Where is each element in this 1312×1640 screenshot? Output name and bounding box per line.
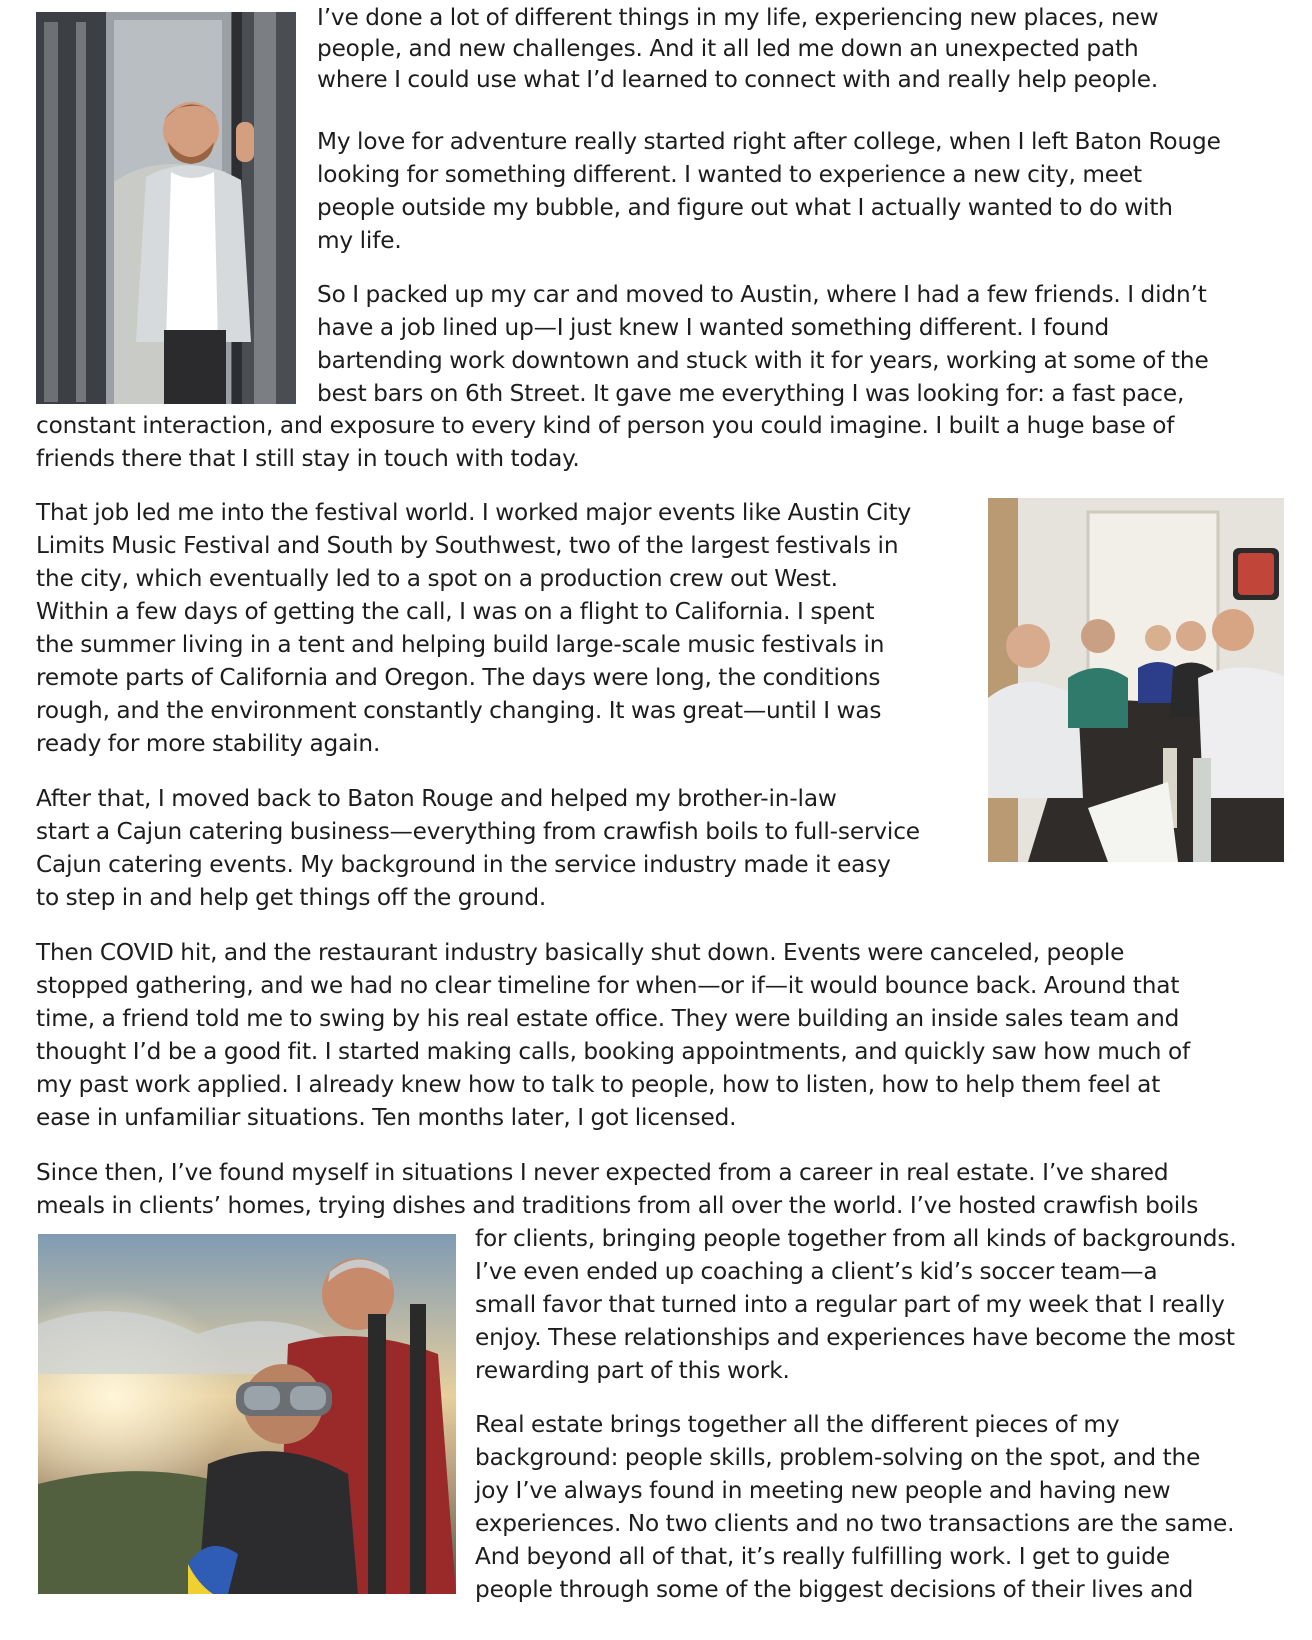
text-line: rewarding part of this work. bbox=[475, 1357, 790, 1384]
text-line: for clients, bringing people together from all kinds of backgrounds. bbox=[475, 1225, 1237, 1252]
group-dinner-photo-icon bbox=[988, 498, 1284, 862]
text-line: people, and new challenges. And it all led me down an unexpected path bbox=[317, 35, 1139, 62]
text-line: I’ve even ended up coaching a client’s kid’s soccer team—a bbox=[475, 1258, 1158, 1285]
text-line: have a job lined up—I just knew I wanted something different. I found bbox=[317, 314, 1110, 341]
text-line: looking for something different. I wanted to experience a new city, meet bbox=[317, 161, 1142, 188]
text-line: friends there that I still stay in touch with today. bbox=[36, 445, 580, 472]
text-line: ready for more stability again. bbox=[36, 730, 381, 757]
text-line: joy I’ve always found in meeting new people and having new bbox=[475, 1477, 1171, 1504]
text-line: rough, and the environment constantly changing. It was great—until I was bbox=[36, 697, 882, 724]
text-line: meals in clients’ homes, trying dishes and traditions from all over the world. I’ve hosted crawfish boils bbox=[36, 1192, 1199, 1219]
text-line: the summer living in a tent and helping build large-scale music festivals in bbox=[36, 631, 885, 658]
text-line: my past work applied. I already knew how to talk to people, how to listen, how to help them feel at bbox=[36, 1071, 1161, 1098]
text-line: Real estate brings together all the different pieces of my bbox=[475, 1411, 1120, 1438]
text-line: That job led me into the festival world. I worked major events like Austin City bbox=[36, 499, 912, 526]
text-line: stopped gathering, and we had no clear timeline for when—or if—it would bounce back. Around that bbox=[36, 972, 1180, 999]
text-line: ease in unfamiliar situations. Ten months later, I got licensed. bbox=[36, 1104, 737, 1131]
text-line: experiences. No two clients and no two transactions are the same. bbox=[475, 1510, 1235, 1537]
text-line: So I packed up my car and moved to Austin, where I had a few friends. I didn’t bbox=[317, 281, 1207, 308]
portrait-photo bbox=[36, 12, 296, 404]
text-line: My love for adventure really started right after college, when I left Baton Rouge bbox=[317, 128, 1221, 155]
text-line: small favor that turned into a regular part of my week that I really bbox=[475, 1291, 1225, 1318]
text-line: enjoy. These relationships and experiences have become the most bbox=[475, 1324, 1235, 1351]
text-line: And beyond all of that, it’s really fulfilling work. I get to guide bbox=[475, 1543, 1170, 1570]
text-line: time, a friend told me to swing by his real estate office. They were building an inside sales team and bbox=[36, 1005, 1180, 1032]
text-line: constant interaction, and exposure to every kind of person you could imagine. I built a huge base of bbox=[36, 412, 1175, 439]
text-line: where I could use what I’d learned to connect with and really help people. bbox=[317, 66, 1159, 93]
text-line: After that, I moved back to Baton Rouge and helped my brother-in-law bbox=[36, 785, 837, 812]
text-line: best bars on 6th Street. It gave me everything I was looking for: a fast pace, bbox=[317, 380, 1185, 407]
text-line: people outside my bubble, and figure out what I actually wanted to do with bbox=[317, 194, 1173, 221]
text-line: Since then, I’ve found myself in situations I never expected from a career in real estate. I’ve shared bbox=[36, 1159, 1169, 1186]
text-line: Then COVID hit, and the restaurant industry basically shut down. Events were canceled, people bbox=[36, 939, 1125, 966]
text-line: remote parts of California and Oregon. The days were long, the conditions bbox=[36, 664, 881, 691]
portrait-photo-icon bbox=[36, 12, 296, 404]
text-line: Cajun catering events. My background in the service industry made it easy bbox=[36, 851, 891, 878]
text-line: start a Cajun catering business—everything from crawfish boils to full-service bbox=[36, 818, 920, 845]
text-line: the city, which eventually led to a spot on a production crew out West. bbox=[36, 565, 838, 592]
text-line: bartending work downtown and stuck with it for years, working at some of the bbox=[317, 347, 1209, 374]
group-dinner-photo bbox=[988, 498, 1284, 862]
text-line: I’ve done a lot of different things in my life, experiencing new places, new bbox=[317, 4, 1159, 31]
skydiving-photo bbox=[38, 1234, 456, 1594]
text-line: background: people skills, problem-solving on the spot, and the bbox=[475, 1444, 1201, 1471]
text-line: Within a few days of getting the call, I was on a flight to California. I spent bbox=[36, 598, 875, 625]
text-line: thought I’d be a good fit. I started making calls, booking appointments, and quickly saw how much of bbox=[36, 1038, 1191, 1065]
text-line: to step in and help get things off the ground. bbox=[36, 884, 547, 911]
text-line: Limits Music Festival and South by Southwest, two of the largest festivals in bbox=[36, 532, 899, 559]
text-line: my life. bbox=[317, 227, 402, 254]
text-line: people through some of the biggest decisions of their lives and bbox=[475, 1576, 1194, 1603]
skydiving-photo-icon bbox=[38, 1234, 456, 1594]
